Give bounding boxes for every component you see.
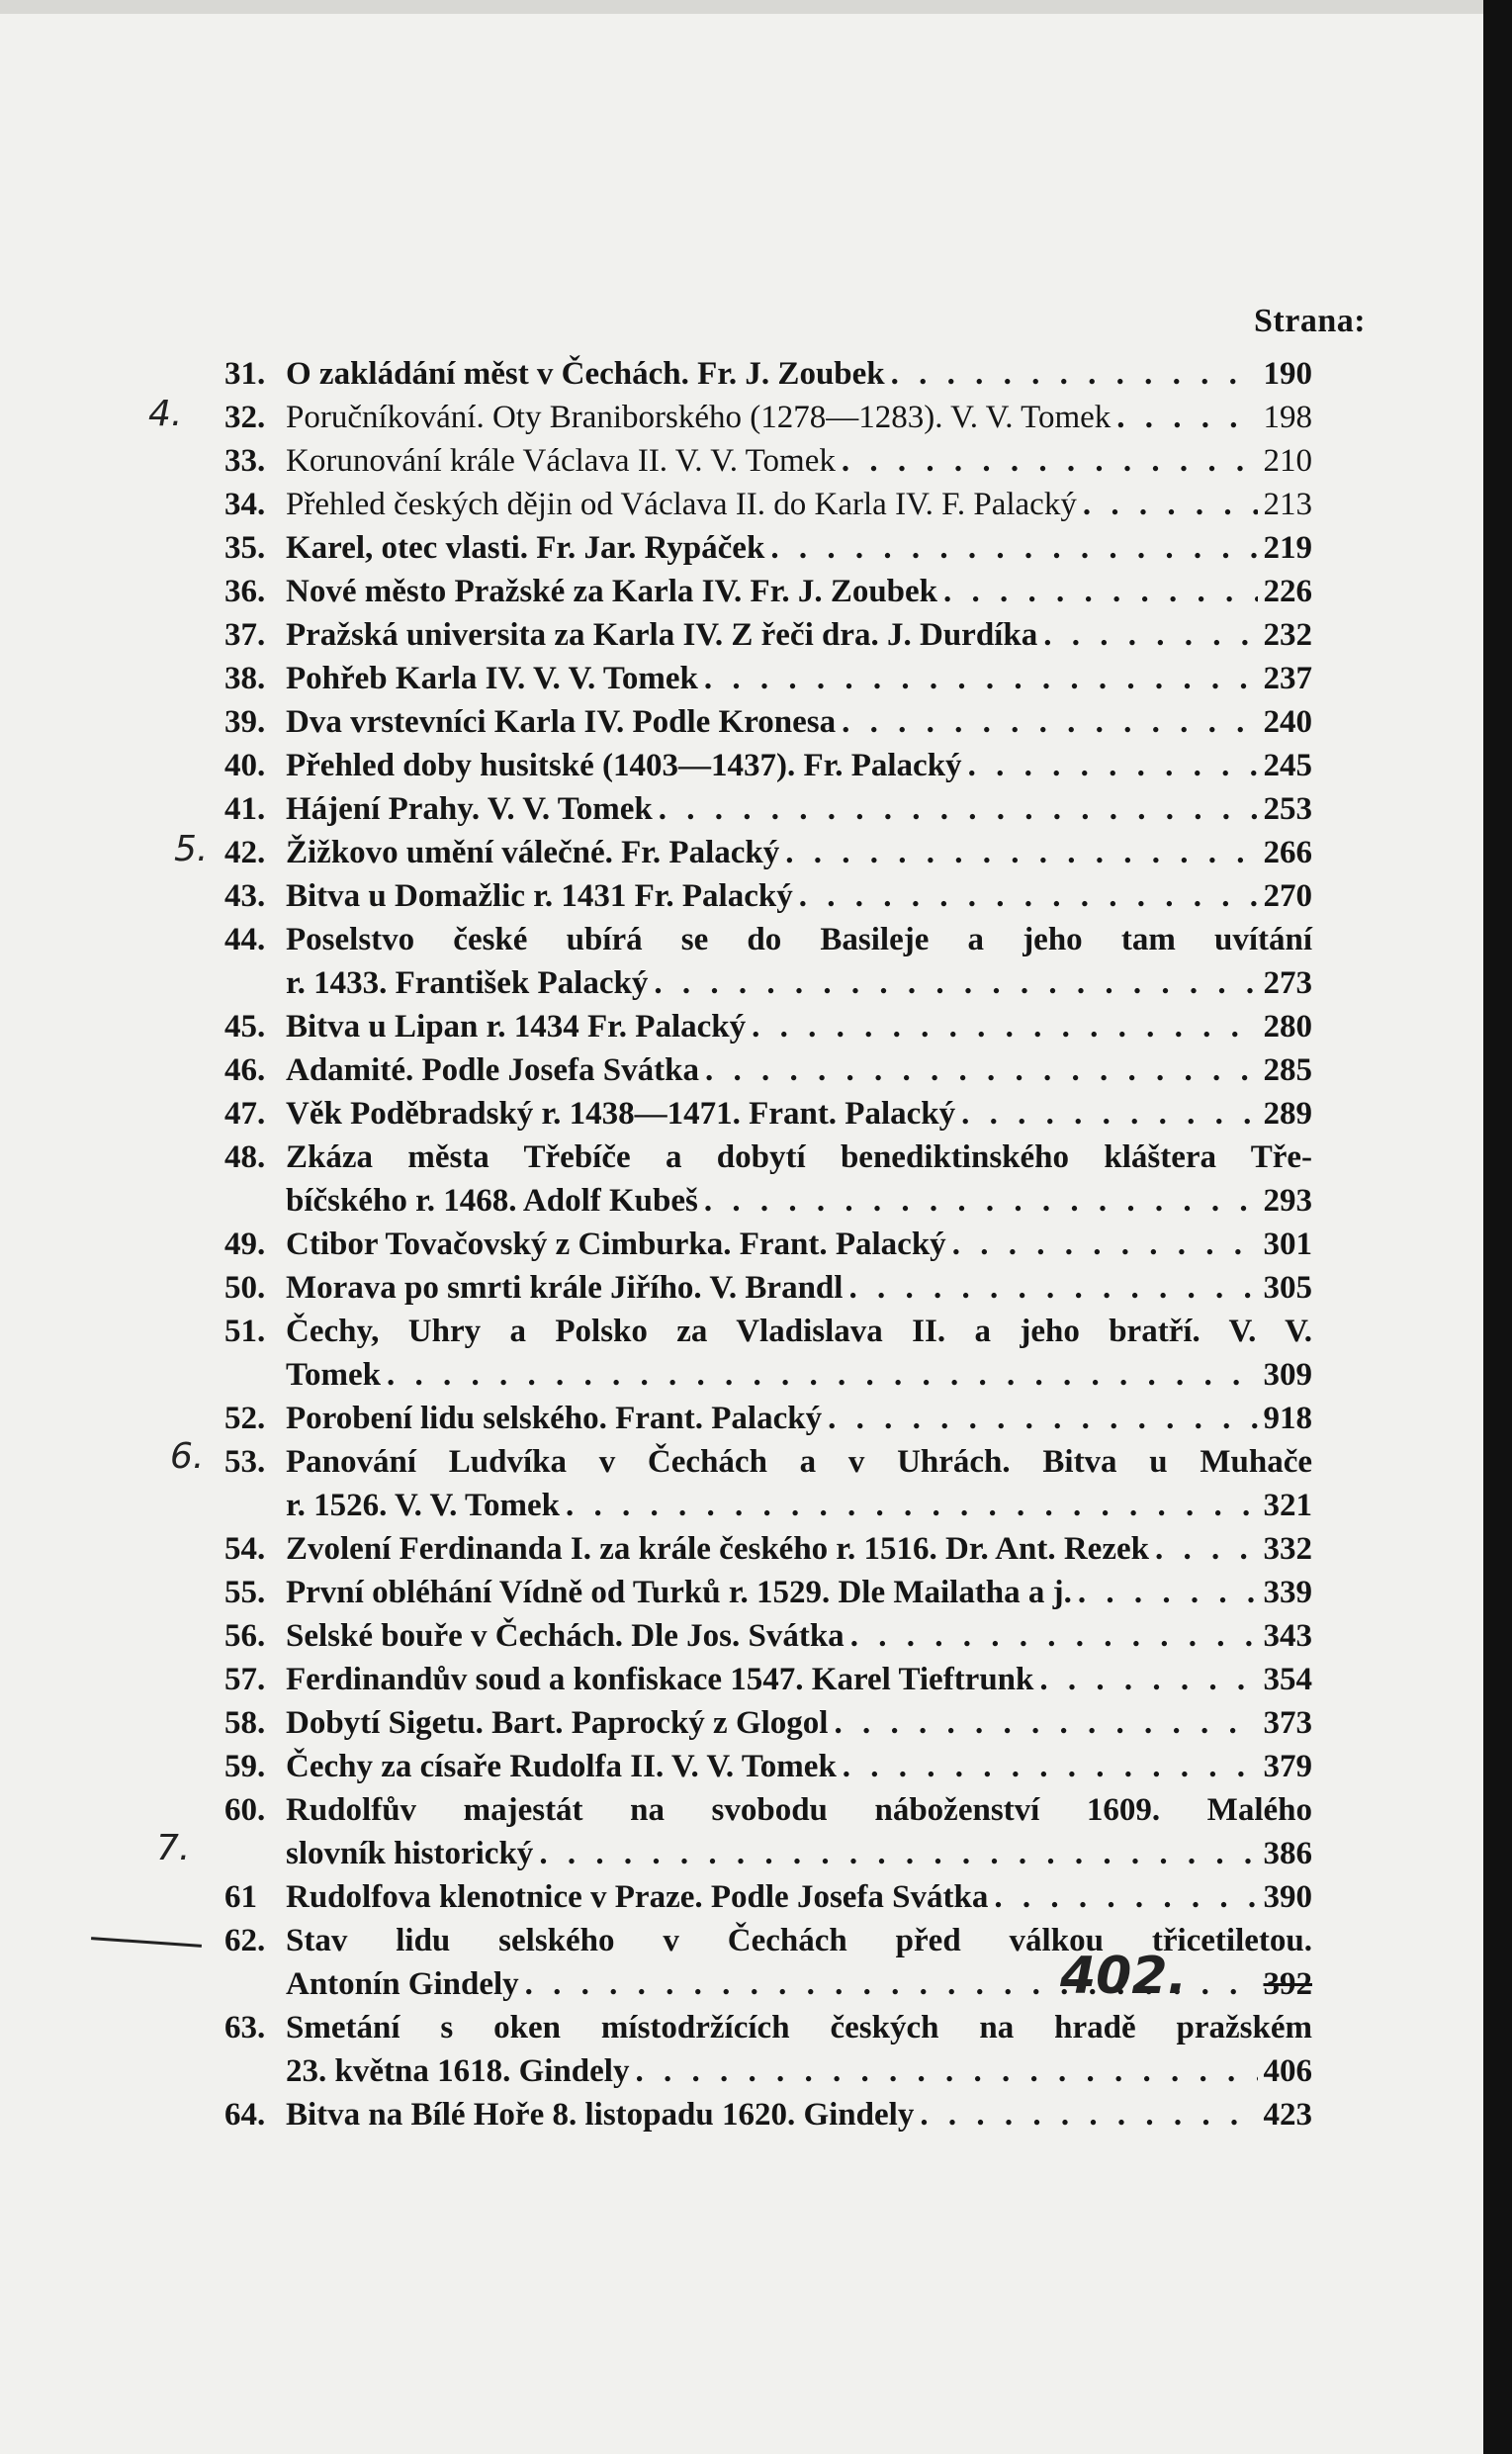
- dot-leader: [566, 1486, 1258, 1525]
- dot-leader: [943, 572, 1257, 611]
- page-column-header: Strana:: [1254, 303, 1367, 339]
- scan-edge: [1483, 0, 1512, 2454]
- entry-title: Bitva u Lipan r. 1434 Fr. Palacký: [286, 1009, 747, 1045]
- entry-number: 40.: [224, 748, 266, 783]
- dot-leader: [1043, 615, 1257, 655]
- entry-title-cont: Antonín Gindely: [286, 1966, 519, 2002]
- entry-title: Poručníkování. Oty Braniborského (1278—1283). V. V. Tomek: [286, 400, 1112, 435]
- entry-number: 56.: [224, 1618, 266, 1654]
- dot-leader: [842, 702, 1257, 742]
- entry-title: Věk Poděbradský r. 1438—1471. Frant. Palacký: [286, 1096, 956, 1132]
- entry-number: 45.: [224, 1009, 266, 1045]
- entry-page: 213: [1263, 487, 1312, 522]
- dot-leader: [834, 1703, 1257, 1743]
- toc-entry-44-cont: [224, 963, 1312, 1003]
- entry-page: 293: [1263, 1183, 1312, 1219]
- toc-entry-63-cont: [224, 2051, 1312, 2091]
- entry-number: 50.: [224, 1270, 266, 1306]
- dot-leader: [994, 1877, 1257, 1917]
- toc-entry-64: [224, 2095, 1312, 2135]
- entry-number: 52.: [224, 1401, 266, 1436]
- entry-title: O zakládání měst v Čechách. Fr. J. Zoubek: [286, 356, 885, 392]
- toc-entry-39: [224, 702, 1312, 742]
- entry-title-cont: slovník historický: [286, 1836, 534, 1871]
- toc-entry-45: [224, 1007, 1312, 1046]
- toc-entry-60-cont: [224, 1834, 1312, 1873]
- dot-leader: [705, 1050, 1258, 1090]
- entry-title: První obléhání Vídně od Turků r. 1529. Dle Mailatha a j.: [286, 1575, 1072, 1610]
- entry-number: 54.: [224, 1531, 266, 1567]
- toc-entry-34: [224, 485, 1312, 524]
- dot-leader: [770, 528, 1257, 568]
- entry-page: 918: [1263, 1401, 1312, 1436]
- entry-number: 31.: [224, 356, 266, 392]
- dot-leader: [387, 1355, 1258, 1395]
- entry-title: Ctibor Tovačovský z Cimburka. Frant. Palacký: [286, 1227, 946, 1262]
- entry-page: 343: [1263, 1618, 1312, 1654]
- handwritten-margin-note: 4.: [148, 394, 183, 434]
- toc-entry-57: [224, 1660, 1312, 1699]
- toc-entry-42: [224, 833, 1312, 872]
- entry-number: 62.: [224, 1923, 266, 1958]
- toc-entry-33: [224, 441, 1312, 481]
- entry-number: 64.: [224, 2097, 266, 2133]
- entry-page: 245: [1263, 748, 1312, 783]
- entry-title: Smetání s oken místodržících českých na hradě pražském: [286, 2010, 1312, 2045]
- entry-title: Pohřeb Karla IV. V. V. Tomek: [286, 661, 698, 696]
- entry-page: 237: [1263, 661, 1312, 696]
- toc-entry-44: [224, 920, 1312, 959]
- entry-title: Selské bouře v Čechách. Dle Jos. Svátka: [286, 1618, 845, 1654]
- entry-page: 285: [1263, 1052, 1312, 1088]
- entry-page: 253: [1263, 791, 1312, 827]
- dot-leader: [848, 1268, 1257, 1308]
- toc-entry-60: [224, 1790, 1312, 1830]
- dot-leader: [1155, 1529, 1258, 1569]
- entry-page: 273: [1263, 965, 1312, 1001]
- entry-number: 44.: [224, 922, 266, 957]
- dot-leader: [891, 354, 1258, 394]
- entry-page: 332: [1263, 1531, 1312, 1567]
- entry-page: 266: [1263, 835, 1312, 870]
- dot-leader: [920, 2095, 1257, 2135]
- entry-number: 32.: [224, 400, 266, 435]
- dot-leader: [704, 659, 1258, 698]
- entry-page: 280: [1263, 1009, 1312, 1045]
- toc-entry-35: [224, 528, 1312, 568]
- entry-number: 36.: [224, 574, 266, 609]
- toc-entry-32: [224, 398, 1312, 437]
- entry-number: 35.: [224, 530, 266, 566]
- entry-number: 34.: [224, 487, 266, 522]
- toc-entry-61: [224, 1877, 1312, 1917]
- toc-entry-52: [224, 1399, 1312, 1438]
- entry-page: 379: [1263, 1749, 1312, 1784]
- entry-number: 58.: [224, 1705, 266, 1741]
- entry-title: Rudolfova klenotnice v Praze. Podle Josefa Svátka: [286, 1879, 989, 1915]
- dot-leader: [654, 963, 1257, 1003]
- entry-number: 63.: [224, 2010, 266, 2045]
- entry-title: Hájení Prahy. V. V. Tomek: [286, 791, 653, 827]
- entry-number: 43.: [224, 878, 266, 914]
- entry-page-struck: 392: [1263, 1966, 1312, 2002]
- dot-leader: [539, 1834, 1257, 1873]
- entry-page: 373: [1263, 1705, 1312, 1741]
- top-edge: [0, 0, 1483, 14]
- toc-entry-50: [224, 1268, 1312, 1308]
- toc-entry-53: [224, 1442, 1312, 1482]
- toc-entry-47: [224, 1094, 1312, 1134]
- dot-leader: [752, 1007, 1257, 1046]
- entry-page: 198: [1263, 400, 1312, 435]
- entry-title: Přehled doby husitské (1403—1437). Fr. Palacký: [286, 748, 962, 783]
- entry-title: Porobení lidu selského. Frant. Palacký: [286, 1401, 823, 1436]
- entry-number: 39.: [224, 704, 266, 740]
- handwritten-margin-note: 5.: [174, 829, 209, 869]
- toc-entry-55: [224, 1573, 1312, 1612]
- entry-title: Rudolfův majestát na svobodu náboženství 1609. Malého: [286, 1792, 1312, 1828]
- toc-entry-40: [224, 746, 1312, 785]
- toc-entry-63: [224, 2008, 1312, 2047]
- handwritten-margin-note: 6.: [170, 1436, 205, 1477]
- dot-leader: [952, 1225, 1258, 1264]
- entry-page: 390: [1263, 1879, 1312, 1915]
- entry-title: Zvolení Ferdinanda I. za krále českého r. 1516. Dr. Ant. Rezek: [286, 1531, 1149, 1567]
- entry-number: 33.: [224, 443, 266, 479]
- entry-title: Bitva u Domažlic r. 1431 Fr. Palacký: [286, 878, 793, 914]
- toc-entry-51-cont: [224, 1355, 1312, 1395]
- entry-number: 61: [224, 1879, 257, 1915]
- entry-number: 41.: [224, 791, 266, 827]
- dot-leader: [1039, 1660, 1257, 1699]
- dot-leader: [659, 789, 1258, 829]
- toc-entry-37: [224, 615, 1312, 655]
- entry-title: Stav lidu selského v Čechách před válkou třicetiletou.: [286, 1923, 1312, 1958]
- dot-leader: [828, 1399, 1257, 1438]
- entry-number: 49.: [224, 1227, 266, 1262]
- toc-entry-46: [224, 1050, 1312, 1090]
- toc-entry-59: [224, 1747, 1312, 1786]
- entry-page: 339: [1263, 1575, 1312, 1610]
- toc-entry-51: [224, 1312, 1312, 1351]
- dot-leader: [850, 1616, 1258, 1656]
- entry-number: 37.: [224, 617, 266, 653]
- entry-page: 289: [1263, 1096, 1312, 1132]
- dot-leader: [961, 1094, 1257, 1134]
- entry-page: 190: [1263, 356, 1312, 392]
- entry-title: Adamité. Podle Josefa Svátka: [286, 1052, 699, 1088]
- dot-leader: [842, 441, 1258, 481]
- entry-number: 59.: [224, 1749, 266, 1784]
- entry-title: Dobytí Sigetu. Bart. Paprocký z Glogol: [286, 1705, 829, 1741]
- entry-page: 226: [1263, 574, 1312, 609]
- dot-leader: [1083, 485, 1258, 524]
- handwritten-page-correction: 402.: [1060, 1947, 1188, 2006]
- handwritten-margin-note: 7.: [156, 1828, 191, 1868]
- entry-title: Přehled českých dějin od Václava II. do Karla IV. F. Palacký: [286, 487, 1077, 522]
- entry-number: 53.: [224, 1444, 266, 1480]
- entry-title: Karel, otec vlasti. Fr. Jar. Rypáček: [286, 530, 765, 566]
- entry-page: 309: [1263, 1357, 1312, 1393]
- entry-title: Čechy, Uhry a Polsko za Vladislava II. a jeho bratří. V. V.: [286, 1314, 1312, 1349]
- entry-page: 270: [1263, 878, 1312, 914]
- entry-page: 219: [1263, 530, 1312, 566]
- entry-title: Zkáza města Třebíče a dobytí benediktinského kláštera Tře-: [286, 1139, 1312, 1175]
- entry-title: Bitva na Bílé Hoře 8. listopadu 1620. Gindely: [286, 2097, 915, 2133]
- toc-entry-58: [224, 1703, 1312, 1743]
- entry-title: Nové město Pražské za Karla IV. Fr. J. Zoubek: [286, 574, 938, 609]
- entry-number: 55.: [224, 1575, 266, 1610]
- entry-number: 60.: [224, 1792, 266, 1828]
- dot-leader: [704, 1181, 1258, 1221]
- entry-title-cont: Tomek: [286, 1357, 381, 1393]
- entry-page: 240: [1263, 704, 1312, 740]
- entry-number: 42.: [224, 835, 266, 870]
- entry-number: 47.: [224, 1096, 266, 1132]
- dot-leader: [785, 833, 1257, 872]
- dot-leader: [1078, 1573, 1258, 1612]
- entry-title-cont: bíčského r. 1468. Adolf Kubeš: [286, 1183, 698, 1219]
- toc-entry-41: [224, 789, 1312, 829]
- entry-number: 46.: [224, 1052, 266, 1088]
- dot-leader: [968, 746, 1258, 785]
- dot-leader: [635, 2051, 1257, 2091]
- entry-page: 305: [1263, 1270, 1312, 1306]
- entry-title: Morava po smrti krále Jiřího. V. Brandl: [286, 1270, 844, 1306]
- toc-entry-48-cont: [224, 1181, 1312, 1221]
- toc-entry-31: [224, 354, 1312, 394]
- toc-entry-49: [224, 1225, 1312, 1264]
- toc-entry-36: [224, 572, 1312, 611]
- entry-title-cont: r. 1526. V. V. Tomek: [286, 1488, 560, 1523]
- entry-title-cont: 23. května 1618. Gindely: [286, 2053, 630, 2089]
- toc-entry-43: [224, 876, 1312, 916]
- entry-title-cont: r. 1433. František Palacký: [286, 965, 649, 1001]
- entry-page: 301: [1263, 1227, 1312, 1262]
- entry-page: 406: [1263, 2053, 1312, 2089]
- entry-title: Čechy za císaře Rudolfa II. V. V. Tomek: [286, 1749, 837, 1784]
- entry-page: 386: [1263, 1836, 1312, 1871]
- toc-entry-48: [224, 1137, 1312, 1177]
- entry-page: 423: [1263, 2097, 1312, 2133]
- dot-leader: [1116, 398, 1257, 437]
- toc-entry-54: [224, 1529, 1312, 1569]
- toc-entry-38: [224, 659, 1312, 698]
- entry-number: 57.: [224, 1662, 266, 1697]
- handwritten-arrow-line: [91, 1937, 202, 1948]
- entry-page: 321: [1263, 1488, 1312, 1523]
- entry-page: 232: [1263, 617, 1312, 653]
- entry-title: Ferdinandův soud a konfiskace 1547. Karel Tieftrunk: [286, 1662, 1034, 1697]
- entry-title: Dva vrstevníci Karla IV. Podle Kronesa: [286, 704, 837, 740]
- entry-number: 51.: [224, 1314, 266, 1349]
- entry-title: Pražská universita za Karla IV. Z řeči dra. J. Durdíka: [286, 617, 1038, 653]
- entry-page: 210: [1263, 443, 1312, 479]
- entry-number: 38.: [224, 661, 266, 696]
- toc-entry-53-cont: [224, 1486, 1312, 1525]
- entry-page: 354: [1263, 1662, 1312, 1697]
- entry-title: Panování Ludvíka v Čechách a v Uhrách. Bitva u Muhače: [286, 1444, 1312, 1480]
- entry-title: Poselstvo české ubírá se do Basileje a jeho tam uvítání: [286, 922, 1312, 957]
- entry-number: 48.: [224, 1139, 266, 1175]
- dot-leader: [799, 876, 1258, 916]
- dot-leader: [843, 1747, 1258, 1786]
- entry-title: Žižkovo umění válečné. Fr. Palacký: [286, 835, 780, 870]
- toc-entry-56: [224, 1616, 1312, 1656]
- entry-title: Korunování krále Václava II. V. V. Tomek: [286, 443, 836, 479]
